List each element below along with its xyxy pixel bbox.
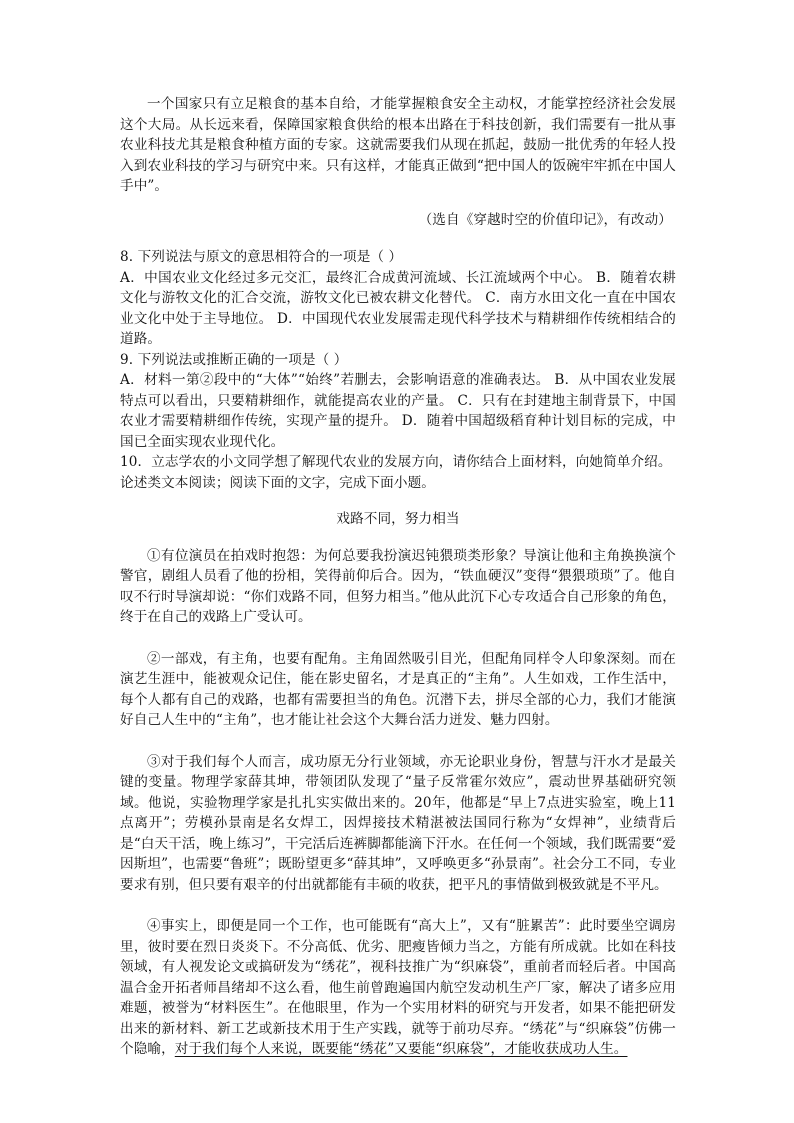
article-paragraph-3: ③对于我们每个人而言，成功原无分行业领域，亦无论职业身份，智慧与汗水才是最关键的变量。物理学家薛其坤，带领团队发现了“量子反常霍尔效应”，震动世界基础研究领域。他说，实验物理学家是扎扎实实做出来的。20年，他都是“早上7点进实验室，晚上11点离开”；劳模孙景南是名女焊工，因焊接技术精湛被法国同行称为“女焊神”，业绩背后是“白天干活，晚上练习”，干完活后连裤脚都能滴下汗水。在任何一个领域，我们既需要“爱因斯坦”，也需要“鲁班”；既盼望更多“薛其坤”，又呼唤更多“孙景南”。社会分工不同，专业要求有别，但只要有艰辛的付出就都能有丰硕的收获，把平凡的事情做到极致就是不平凡。 bbox=[120, 753, 677, 893]
question-9-options: A．材料一第②段中的“大体”“始终”若删去，会影响语意的准确表达。 B．从中国农业发展特点可以看出，只要精耕细作，就能提高农业的产量。 C．只有在封建地主制背景下，中国农业才需要精耕细作传统，实现产量的提升。 D．随着中国超级稻育种计划目标的完成，中国已全面实现农业现代化。 bbox=[120, 372, 676, 450]
article-title: 戏路不同，努力相当 bbox=[336, 511, 460, 527]
article-paragraph-4 bbox=[120, 916, 676, 1060]
question-8-options: A．中国农业文化经过多元交汇，最终汇合成黄河流域、长江流域两个中心。 B．随着农耕文化与游牧文化的汇合交流，游牧文化已被农耕文化替代。 C．南方水田文化一直在中国农业文化中处于主导地位。 D．中国现代农业发展需走现代科学技术与精耕细作传统相结合的道路。 bbox=[120, 269, 676, 347]
source-citation: （选自《穿越时空的价值印记》，有改动） bbox=[418, 211, 672, 228]
top-paragraph: 一个国家只有立足粮食的基本自给，才能掌握粮食安全主动权，才能掌控经济社会发展这个大局。从长远来看，保障国家粮食供给的根本出路在于科技创新，我们需要有一批从事农业科技尤其是粮食种植方面的专家。这就需要我们从现在抓起，鼓励一批优秀的年轻人投入到农业科技的学习与研究中来。只有这样，才能真正做到“把中国人的饭碗牢牢抓在中国人手中”。 bbox=[120, 96, 676, 194]
question-9-stem: 9. 下列说法或推断正确的一项是（ ） bbox=[120, 351, 348, 368]
question-10: 10．立志学农的小文同学想了解现代农业的发展方向，请你结合上面材料，向她简单介绍。 bbox=[120, 454, 672, 470]
underlined-sentence: 对于我们每个人来说，既要能“绣花”又要能“织麻袋”，才能收获成功人生。 bbox=[174, 1041, 628, 1057]
section-intro: 论述类文本阅读；阅读下面的文字，完成下面小题。 bbox=[120, 474, 435, 491]
article-paragraph-1: ①有位演员在拍戏时抱怨：为何总要我扮演迟钝猥琐类形象？导演让他和主角换换演个警官，剧组人员看了他的扮相，笑得前仰后合。因为，“铁血硬汉”变得“猥猥琐琐”了。他自叹不行时导演却说：“你们戏路不同，但努力相当。”他从此沉下心专攻适合自己形象的角色，终于在自己的戏路上广受认可。 bbox=[120, 547, 676, 625]
article-paragraph-2: ②一部戏，有主角，也要有配角。主角固然吸引目光，但配角同样令人印象深刻。而在演艺生涯中，能被观众记住，能在影史留名，才是真正的“主角”。人生如戏，工作生活中，每个人都有自己的戏路，也都有需要担当的角色。沉潜下去，拼尽全部的心力，我们才能演好自己人生中的“主角”，也才能让社会这个大舞台活力迸发、魅力四射。 bbox=[120, 650, 676, 728]
document-body bbox=[120, 94, 676, 1060]
article-paragraph-4-text: ④事实上，即便是同一个工作，也可能既有“高大上”，又有“脏累苦”：此时要坐空调房里，彼时要在烈日炎炎下。不分高低、优劣、肥瘦皆倾力当之，方能有所成就。比如在科技领域，有人视发论文或搞研发为“绣花”，视科技推广为“织麻袋”，重前者而轻后者。中国高温合金开拓者师昌绪却不这么看，他生前曾跑遍国内航空发动机生产厂家，解决了诸多应用难题，被誉为“材料医生”。在他眼里，作为一个实用材料的研究与开发者，如果不能把研发出来的新材料、新工艺或新技术用于生产实践，就等于前功尽弃。“绣花”与“织麻袋”仿佛一个隐喻， bbox=[120, 918, 676, 1057]
question-8-stem: 8. 下列说法与原文的意思相符合的一项是（ ） bbox=[120, 249, 403, 265]
